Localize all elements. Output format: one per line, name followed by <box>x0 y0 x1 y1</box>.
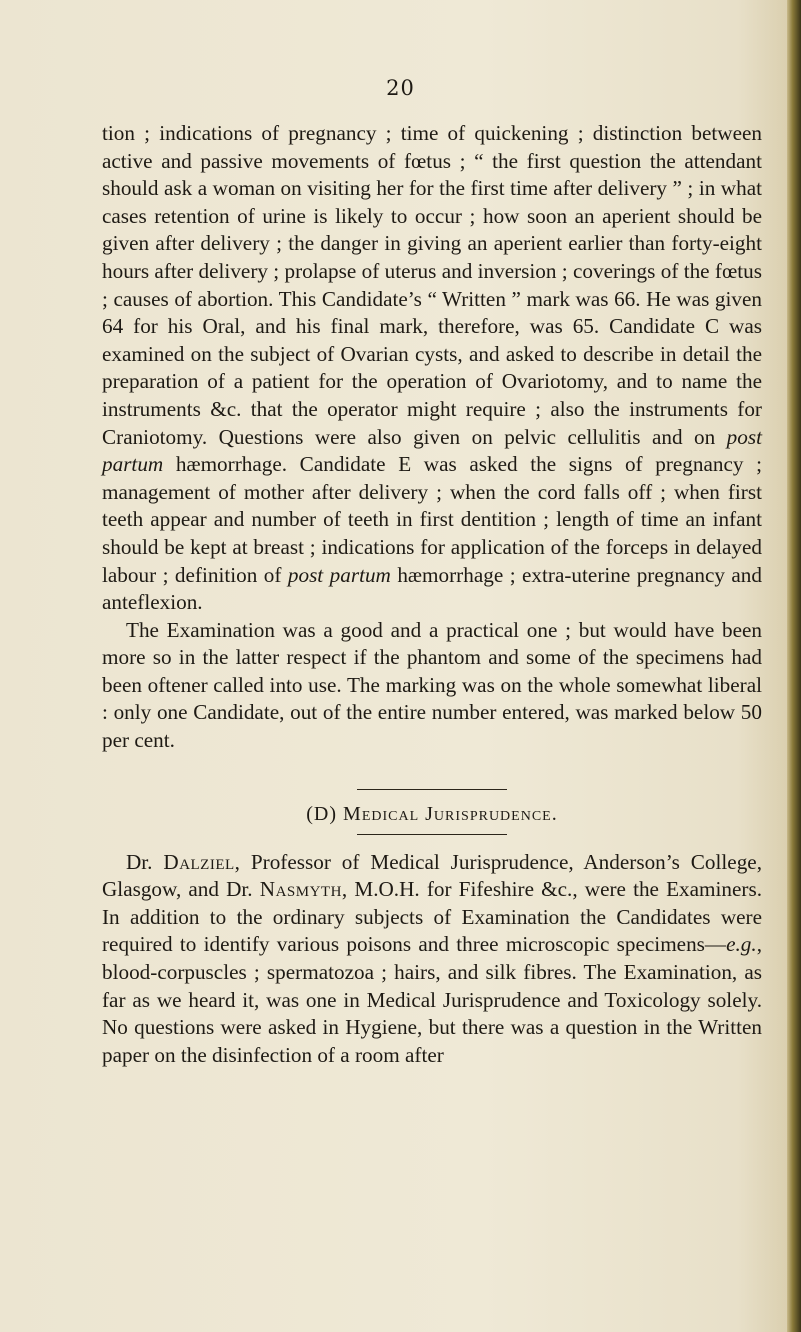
paragraph-jurisprudence <box>102 849 762 1070</box>
para1-italic-2: post partum <box>287 562 391 587</box>
para1-italic-1: post partum <box>102 424 762 477</box>
para3-text-d: , blood-corpuscles ; spermatozoa ; hairs, and silk fibres. The Examination, as far as we heard it, was one in Medical Jurisprudence and Toxicology solely. No questions were asked in Hygiene, but there was a question in the Written paper on the disinfection of a room after <box>102 932 762 1067</box>
para1-text-c: hæmorrhage ; extra-uterine pregnancy and anteflexion. <box>102 562 762 615</box>
paragraph-obstetrics <box>102 120 762 617</box>
examiner-name-2: Nasmyth <box>259 877 342 902</box>
body-text <box>102 120 762 1069</box>
para3-text-b: , Professor of Medical Jurisprudence, Anderson’s College, Glasgow, and Dr. <box>102 849 762 902</box>
page-edge <box>787 0 801 1332</box>
examiner-name-1: Dalziel <box>163 849 235 874</box>
para1-text-b: hæmorrhage. Candidate E was asked the signs of pregnancy ; management of mother after delivery ; when the cord falls off ; when first teeth appear and number of teeth in first dentition ; length of time an infant should be kept at breast ; indications for application of the forceps in delayed labour ; definition of <box>102 452 762 587</box>
page-number: 20 <box>386 76 415 100</box>
para3-text-a: Dr. <box>126 849 164 874</box>
para3-italic: e.g. <box>726 932 757 957</box>
para3-text-c: , M.O.H. for Fifeshire &c., were the Examiners. In addition to the ordinary subjects of Examination the Candidates were required to identify various poisons and three microscopic specimens— <box>102 877 763 957</box>
paragraph-assessment: The Examination was a good and a practical one ; but would have been more so in the latter respect if the phantom and some of the specimens had been oftener called into use. The marking was on the whole somewhat liberal : only one Candidate, out of the entire number entered, was marked below 50 per cent. <box>102 617 762 753</box>
section-heading: (D) Medical Jurisprudence. <box>306 802 558 825</box>
para1-text-a: tion ; indications of pregnancy ; time of quickening ; distinction between active and passive movements of fœtus ; “ the first question the attendant should ask a woman on visiting her for the first time after delivery ” ; in what cases retention of urine is likely to occur ; how soon an aperient should be given after delivery ; the danger in giving an aperient earlier than forty-eight hours after delivery ; prolapse of uterus and inversion ; coverings of the fœtus ; causes of abortion. This Candidate’s “ Written ” mark was 66. He was given 64 for his Oral, and his final mark, therefore, was 65. Candidate C was examined on the subject of Ovarian cysts, and asked to describe in detail the preparation of a patient for the operation of Ovariotomy, and to name the instruments &c. that the operator might require ; also the instruments for Craniotomy. Questions were also given on pelvic cellulitis and on <box>102 121 762 449</box>
